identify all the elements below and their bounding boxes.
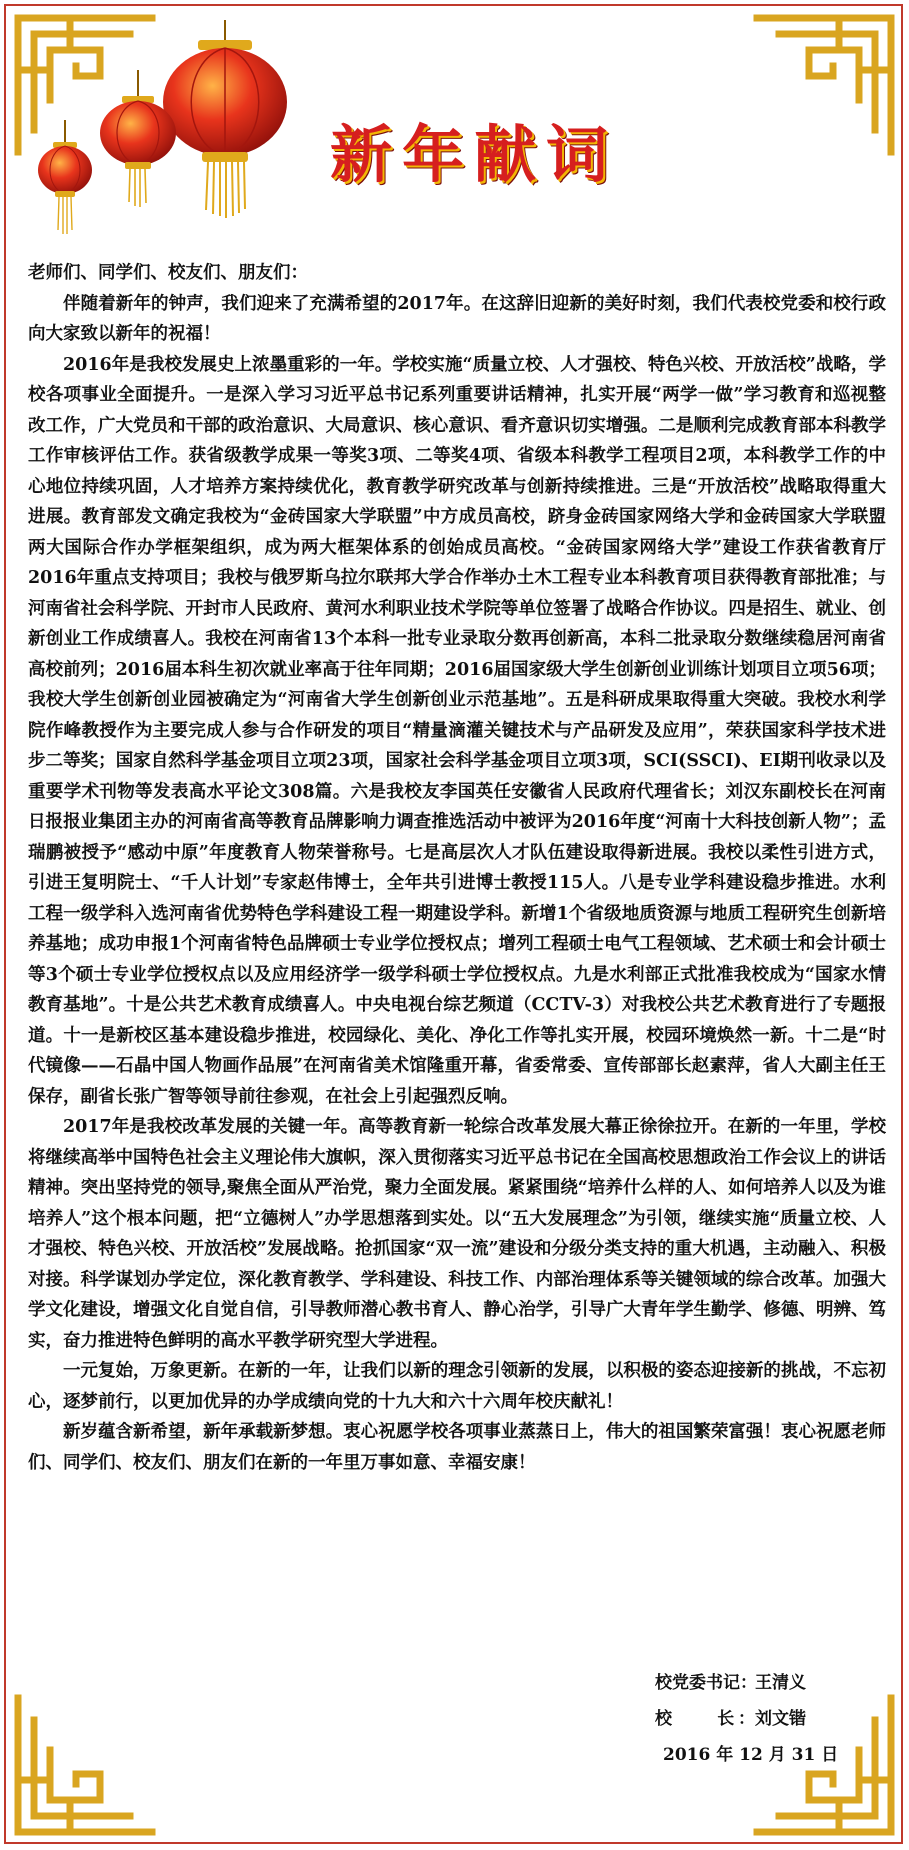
signature-secretary xyxy=(655,1665,855,1701)
letter-body xyxy=(28,258,886,1478)
paragraph: 2016年是我校发展史上浓墨重彩的一年。学校实施“质量立校、人才强校、特色兴校、开放活校”战略，学校各项事业全面提升。一是深入学习习近平总书记系列重要讲话精神，扎实开展“两学一做”学习教育和巡视整改工作，广大党员和干部的政治意识、大局意识、核心意识、看齐意识切实增强。二是顺利完成教育部本科教学工作审核评估工作。获省级教学成果一等奖3项、二等奖4项、省级本科教学工程项目2项，本科教学工作的中心地位持续巩固，人才培养方案持续优化，教育教学研究改革与创新持续推进。三是“开放活校”战略取得重大进展。教育部发文确定我校为“金砖国家大学联盟”中方成员高校，跻身金砖国家网络大学和金砖国家大学联盟两大国际合作办学框架组织，成为两大框架体系的创始成员高校。“金砖国家网络大学”建设工作获省教育厅2016年重点支持项目；我校与俄罗斯乌拉尔联邦大学合作举办土木工程专业本科教育项目获得教育部批准；与河南省社会科学院、开封市人民政府、黄河水利职业技术学院等单位签署了战略合作协议。四是招生、就业、创新创业工作成绩喜人。我校在河南省13个本科一批专业录取分数再创新高，本科二批录取分数继续稳居河南省高校前列；2016届本科生初次就业率高于往年同期；2016届国家级大学生创新创业训练计划项目立项56项；我校大学生创新创业园被确定为“河南省大学生创新创业示范基地”。五是科研成果取得重大突破。我校水利学院作峰教授作为主要完成人参与合作研发的项目“精量滴灌关键技术与产品研发及应用”，荣获国家科学技术进步二等奖；国家自然科学基金项目立项23项，国家社会科学基金项目立项3项，SCI(SSCI)、EI期刊收录以及重要学术刊物等发表高水平论文308篇。六是我校友李国英任安徽省人民政府代理省长；刘汉东副校长在河南日报报业集团主办的河南省高等教育品牌影响力调查推选活动中被评为2016年度“河南十大科技创新人物”；孟瑞鹏被授予“感动中原”年度教育人物荣誉称号。七是高层次人才队伍建设取得新进展。我校以柔性引进方式，引进王复明院士、“千人计划”专家赵伟博士，全年共引进博士教授115人。八是专业学科建设稳步推进。水利工程一级学科入选河南省优势特色学科建设工程一期建设学科。新增1个省级地质资源与地质工程研究生创新培养基地；成功申报1个河南省特色品牌硕士专业学位授权点；增列工程硕士电气工程领域、艺术硕士和会计硕士等3个硕士专业学位授权点以及应用经济学一级学科硕士学位授权点。九是水利部正式批准我校成为“国家水情教育基地”。十是公共艺术教育成绩喜人。中央电视台综艺频道（CCTV-3）对我校公共艺术教育进行了专题报道。十一是新校区基本建设稳步推进，校园绿化、美化、净化工作等扎实开展，校园环境焕然一新。十二是“时代镜像——石晶中国人物画作品展”在河南省美术馆隆重开幕，省委常委、宣传部部长赵素萍，省人大副主任王保存，副省长张广智等领导前往参观，在社会上引起强烈反响。 xyxy=(28,354,886,1107)
corner-ornament-icon xyxy=(10,1690,160,1840)
paragraph: 伴随着新年的钟声，我们迎来了充满希望的2017年。在这辞旧迎新的美好时刻，我们代表校党委和校行政向大家致以新年的祝福！ xyxy=(28,293,886,344)
page-title: 新年献词 xyxy=(330,118,619,191)
secretary-label: 校党委书记： xyxy=(655,1673,757,1693)
greeting: 老师们、同学们、校友们、朋友们： xyxy=(28,263,308,283)
paragraph: 2017年是我校改革发展的关键一年。高等教育新一轮综合改革发展大幕正徐徐拉开。在新的一年里，学校将继续高举中国特色社会主义理论伟大旗帜，深入贯彻落实习近平总书记在全国高校思想政治工作会议上的讲话精神。突出坚持党的领导,聚焦全面从严治党，聚力全面发展。紧紧围绕“培养什么样的人、如何培养人以及为谁培养人”这个根本问题，把“立德树人”办学思想落到实处。以“五大发展理念”为引领，继续实施“质量立校、人才强校、特色兴校、开放活校”发展战略。抢抓国家“双一流”建设和分级分类支持的重大机遇，主动融入、积极对接。科学谋划办学定位，深化教育教学、学科建设、科技工作、内部治理体系等关键领域的综合改革。加强大学文化建设，增强文化自觉自信，引导教师潜心教书育人、静心治学，引导广大青年学生勤学、修德、明辨、笃实，奋力推进特色鲜明的高水平教学研究型大学进程。 xyxy=(28,1117,886,1351)
lanterns-icon xyxy=(30,20,320,255)
signature-date: 2016 年 12 月 31 日 xyxy=(663,1745,839,1765)
signature-block xyxy=(655,1665,855,1773)
paragraph: 新岁蕴含新希望，新年承载新梦想。衷心祝愿学校各项事业蒸蒸日上，伟大的祖国繁荣富强！衷心祝愿老师们、同学们、校友们、朋友们在新的一年里万事如意、幸福安康！ xyxy=(28,1422,886,1473)
president-name: 刘文锴 xyxy=(755,1709,806,1729)
paragraph: 一元复始，万象更新。在新的一年，让我们以新的理念引领新的发展，以积极的姿态迎接新的挑战，不忘初心，逐梦前行，以更加优异的办学成绩向党的十九大和六十六周年校庆献礼！ xyxy=(28,1361,886,1412)
corner-ornament-icon xyxy=(749,10,899,160)
president-label: 校 长： xyxy=(655,1709,755,1729)
secretary-name: 王清义 xyxy=(755,1673,806,1693)
signature-president xyxy=(655,1701,855,1737)
